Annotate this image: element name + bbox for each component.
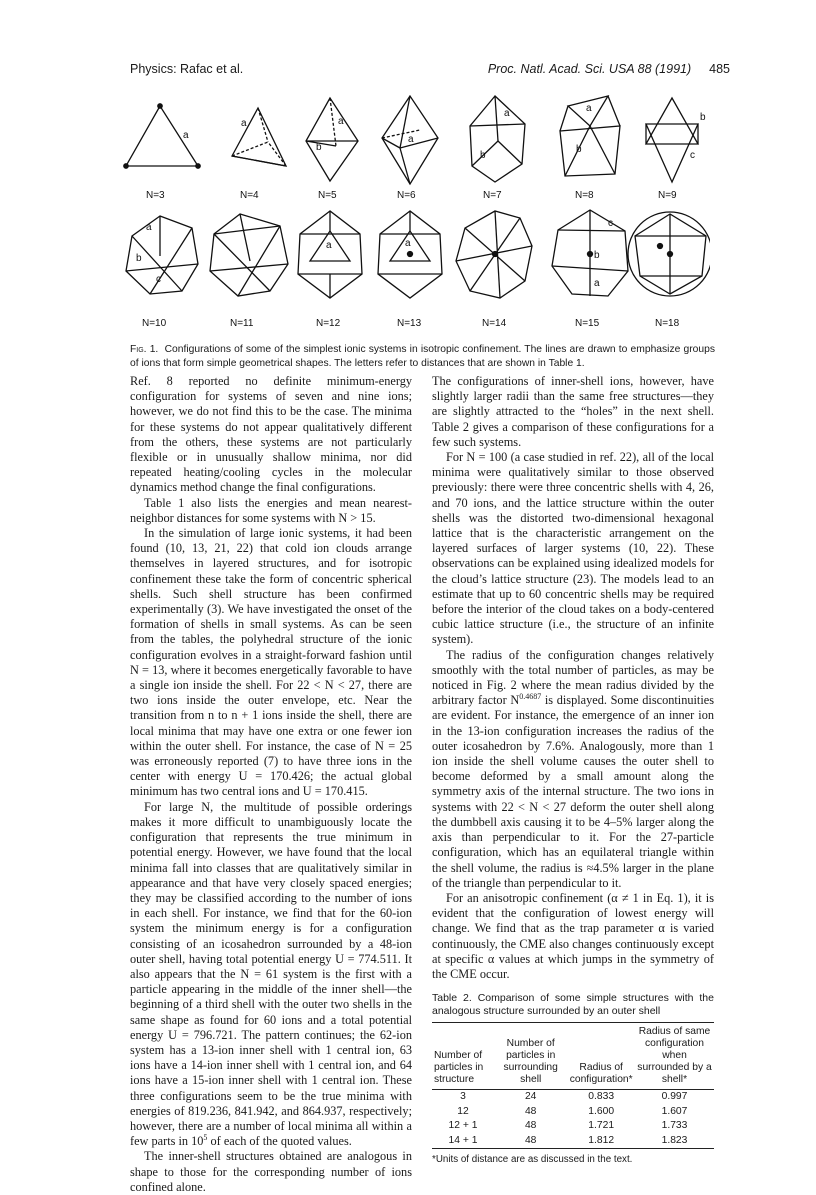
table-cell: 12 + 1: [448, 1120, 478, 1132]
paragraph: For N = 100 (a case studied in ref. 22), all of the local minima were qualitatively similar to those observed previously: there were three concentric shells with 4, 26, and 70 ions, and the lattice structure within the outer shells was the distorted two-dimensional hexagonal lattice that is the characteristic arrangement on the layered surfaces of larger systems (10, 22). These observations can be explained using idealized models for the cloud’s lattice structure (23). The models lead to an estimate that up to 60 concentric shells may be required before the interior of the cloud takes on a body-centered cubic lattice structure (i.e., the structure of an infinite system).: [432, 450, 714, 647]
table-cell: 1.721: [588, 1120, 615, 1132]
distance-label-b: b: [576, 144, 582, 155]
table-cell: 0.997: [661, 1091, 688, 1103]
config-n5-drawing: [306, 98, 358, 181]
paragraph: The configurations of inner-shell ions, however, have slightly larger radii than the same free structures—they are slightly attracted to the “holes” in the next shell. Table 2 gives a comparison of these configurations for a few such systems.: [432, 374, 714, 449]
table-row: [432, 1090, 714, 1105]
label-n4: N=4: [240, 190, 259, 201]
paragraph: Table 1 also lists the energies and mean nearest-neighbor distances for some systems with N > 15.: [130, 495, 412, 525]
label-n12: N=12: [316, 318, 341, 329]
table-cell: 1.812: [588, 1134, 615, 1146]
label-n9: N=9: [658, 190, 677, 201]
table-row: [432, 1119, 714, 1134]
label-n10: N=10: [142, 318, 167, 329]
table-header-row: [432, 1023, 714, 1090]
paragraph-text: The radius of the configuration changes relatively smoothly with the total number of particles, as may be noticed in Fig. 2 where the mean radius divided by the arbitrary factor N: [432, 647, 714, 708]
paragraph: The inner-shell structures obtained are analogous in shape to those for the corresponding number of ions confined alone.: [130, 1149, 412, 1194]
table-2-title: Table 2. Comparison of some simple structures with the analogous structure surrounded by an outer shell: [432, 992, 714, 1018]
distance-label-a: a: [504, 108, 510, 119]
label-n6: N=6: [397, 190, 416, 201]
config-n11-drawing: [210, 214, 288, 296]
distance-label-a: a: [183, 130, 189, 141]
label-n15: N=15: [575, 318, 600, 329]
config-n6-drawing: [382, 96, 438, 184]
label-n18: N=18: [655, 318, 680, 329]
figure-1: [120, 86, 710, 336]
distance-label-c: c: [690, 150, 695, 161]
distance-label-a: a: [408, 134, 414, 145]
column-header: Number of particles in structure: [434, 1050, 484, 1086]
config-n10-drawing: [126, 216, 198, 294]
header-journal: Proc. Natl. Acad. Sci. USA 88 (1991): [487, 62, 692, 76]
distance-label-a: a: [586, 103, 592, 114]
distance-label-a: a: [326, 240, 332, 251]
distance-label-c: c: [156, 274, 161, 285]
distance-label-b: b: [594, 250, 600, 261]
label-n8: N=8: [575, 190, 594, 201]
caption-label: Fig. 1.: [130, 344, 159, 355]
table-cell: 12: [457, 1105, 469, 1117]
paragraph-text: For large N, the multitude of possible orderings makes it more difficult to unambiguously locate the configuration that represents the true minimum in potential energy. However, we have found that the local minima fall into classes that are qualitatively similar in appearance and that have very closely spaced energies; they may be classified according to the number of ions in each shell. For instance, we find that for the 60-ion system the minimum energy is for a configuration consisting of an icosahedron surrounded by a 48-ion outer shell, having total potential energy U = 774.511. It also appears that the N = 61 system is the first with a particle appearing in the middle of the inner shell—the beginning of a third shell with the outer two shells in the same shape as found for 60 ions and a total potential energy U = 796.721. The pattern continues; the 62-ion system has a 13-ion inner shell with 1 central ion, 63 ions have a 14-ion inner shell with 1 central ion, and 64 ions have a 15-ion inner shell with 1 central ion. These three configurations seem to be the true minima with energies of 819.236, 841.942, and 864.937, respectively; however, there are a number of local minima all within a few parts in 10: [130, 799, 412, 1149]
table-cell: 1.733: [661, 1120, 688, 1132]
column-header: Radius of configuration*: [569, 1062, 633, 1086]
table-cell: 48: [524, 1105, 537, 1117]
column-header: Radius of same configuration when surrounded by a shell*: [637, 1026, 712, 1086]
label-n13: N=13: [397, 318, 422, 329]
caption-text: Configurations of some of the simplest ionic systems in isotropic confinement. The lines are drawn to emphasize groups of ions that form simple geometrical shapes. The letters refer to distances that are shown in Table 1.: [130, 344, 715, 369]
right-column: [432, 374, 714, 1167]
table-cell: 24: [524, 1091, 537, 1103]
table-row: [432, 1105, 714, 1120]
config-n7-drawing: [470, 96, 525, 182]
paragraph: Ref. 8 reported no definite minimum-energy configuration for systems of seven and nine ions; however, we do not find this to be the case. The minima for these systems do not appear qualitatively different from the others, these systems are not particularly flexible or in unusually shallow minima, nor did repeated heating/cooling cycles in the molecular dynamics method change the final configurations.: [130, 374, 412, 495]
label-n14: N=14: [482, 318, 507, 329]
header-section-author: Physics: Rafac et al.: [130, 62, 244, 76]
table-cell: 1.607: [661, 1105, 688, 1117]
table-cell: 3: [460, 1091, 466, 1103]
table-cell: 1.823: [661, 1134, 688, 1146]
header-page-number: 485: [709, 62, 730, 76]
paragraph-text: of each of the quoted values.: [207, 1134, 352, 1149]
column-header: Number of particles in surrounding shell: [503, 1038, 558, 1086]
config-n12-drawing: [298, 211, 362, 298]
table-cell: 48: [524, 1134, 537, 1146]
left-column: [130, 374, 412, 1195]
distance-label-a: a: [405, 238, 411, 249]
label-n5: N=5: [318, 190, 337, 201]
table-cell: 1.600: [588, 1105, 615, 1117]
distance-label-b: b: [136, 253, 142, 264]
distance-label-c: c: [608, 218, 613, 229]
label-n7: N=7: [483, 190, 502, 201]
config-n15-drawing: [552, 210, 628, 296]
config-n8-drawing: [560, 96, 620, 176]
header-journal-and-page: [488, 62, 730, 76]
distance-label-b: b: [316, 142, 322, 153]
table-row: [432, 1134, 714, 1149]
figure-1-drawings: [120, 86, 710, 336]
config-n3-drawing: [124, 104, 200, 168]
table-cell: 14 + 1: [448, 1134, 478, 1146]
config-n4-drawing: [232, 108, 286, 166]
config-n13-drawing: [378, 211, 442, 298]
distance-label-b: b: [700, 112, 706, 123]
distance-label-a: a: [241, 118, 247, 129]
paragraph: For an anisotropic confinement (α ≠ 1 in Eq. 1), it is evident that the configuration of lowest energy will change. We find that as the trap parameter α is varied continuously, the CME also changes continuously except at specific α values at which jumps in the symmetry of the CME occur.: [432, 890, 714, 981]
paragraph: [130, 800, 412, 1150]
config-n18-drawing: [628, 212, 710, 296]
config-n9-drawing: [646, 98, 706, 182]
paragraph: In the simulation of large ionic systems, it had been found (10, 13, 21, 22) that cold ion clouds arrange themselves in layered structures, and for isotropic confinement these take the form of concentric spherical shells. Such shell structure has been confirmed experimentally (3). We have investigated the onset of the formation of shells in small systems. As can be seen from the tables, the polyhedral structure of the ionic configuration evolves in a straight-forward fashion until N = 13, where it becomes energetically favorable to have a single ion inside the shell. For 22 < N < 27, there are two ions inside the outer envelope, etc. Near the transition from n to n + 1 ions inside the shell, there are local minima that may have one extra or one fewer ion within the outer shell. For instance, the case of N = 25 was erroneously reported (7) to have three ions in the center with energy U = 170.426; the actual global minimum has two central ions and U = 170.415.: [130, 526, 412, 799]
exponent: 5: [203, 1133, 208, 1143]
table-2-footnote: *Units of distance are as discussed in the text.: [432, 1154, 633, 1166]
label-n11: N=11: [230, 318, 254, 329]
paragraph: [432, 648, 714, 891]
running-header: [130, 62, 730, 80]
distance-label-a: a: [338, 116, 344, 127]
figure-1-caption: [130, 343, 715, 371]
label-n3: N=3: [146, 190, 165, 201]
config-n14-drawing: [456, 211, 532, 298]
distance-label-a: a: [146, 222, 152, 233]
exponent: 0.4687: [519, 692, 542, 702]
table-2: [432, 1022, 714, 1149]
distance-label-a: a: [594, 278, 600, 289]
table-cell: 48: [524, 1120, 537, 1132]
distance-label-b: b: [480, 150, 486, 161]
paragraph-text: is displayed. Some discontinuities are evident. For instance, the emergence of an inner ion in the 13-ion configuration increases the radius of the outer icosahedron by 7.6%. Analogously, more than 1 ion inside the shell volume causes the outer shell to become deformed by a small amount along the symmetry axis of the internal structure. The two ions in systems with 22 < N < 27 deform the outer shell along the dumbbell axis causing it to be 4–5% larger along the axis than perpendicular to it. For the 27-particle configuration, which has an equilateral triangle within the shell volume, the radius is ≈4.5% larger in the plane of the triangle than perpendicular to it.: [432, 693, 714, 890]
table-cell: 0.833: [588, 1091, 615, 1103]
